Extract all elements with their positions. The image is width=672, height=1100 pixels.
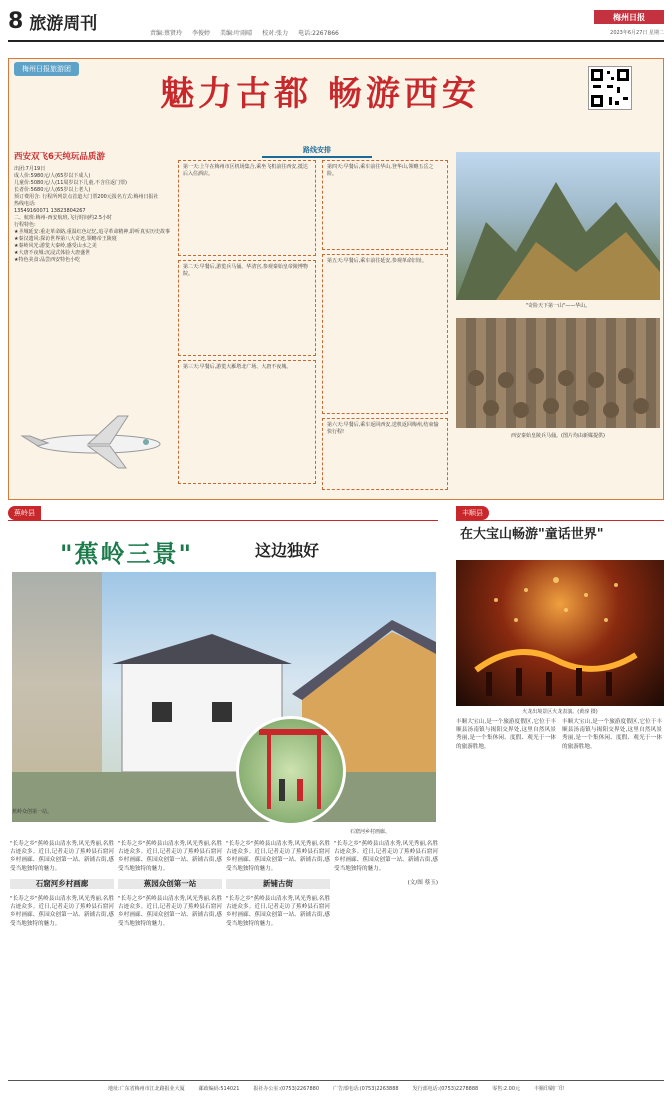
- checker: 校对:张力: [262, 30, 289, 37]
- jiaoling-body-1: "长寿之乡"蕉岭县山清水秀,风光秀丽,名胜古迹众多。近日,记者走访了蕉岭县石窟河乡村画廊、蕉园众创第一站、新铺古街,感受当地独特的魅力。: [10, 841, 114, 872]
- dabaoshan-tag: 丰顺县: [456, 506, 489, 520]
- jiaoling-sub-3: 新铺古街: [226, 879, 330, 889]
- section-name: 旅游周刊: [29, 13, 98, 34]
- jiaoling-col-1: [10, 840, 114, 1078]
- dabaoshan-col-2: [562, 718, 662, 1074]
- terracotta-caption: 西安秦始皇陵兵马俑。(图片均由新媒提供): [511, 433, 605, 439]
- dabaoshan-body-2: 丰顺大宝山,是一个旅游度假区,它位于丰顺县汤南镇与揭阳交界处,这里自然风景秀丽,是一个集休闲、度假、观光于一体的旅游胜地。: [562, 719, 662, 750]
- package-line: 成人价:5980元/人(65岁以下成人): [14, 173, 91, 179]
- qr-code-icon[interactable]: [588, 66, 632, 110]
- footer-ad-phone: 广告部电话:(0753)2263888: [333, 1086, 399, 1092]
- page-footer: [8, 1080, 664, 1096]
- jiaoling-sub-2: 蕉园众创第一站: [118, 879, 222, 889]
- riverside-inset-photo: [236, 716, 346, 826]
- dabaoshan-col-1: [456, 718, 556, 1074]
- package-line: ★大唐不夜城:沉浸式体验大唐盛世: [14, 250, 91, 256]
- package-line: ★特色美食:品尝西安特色小吃: [14, 257, 81, 263]
- jiaoling-author: (文/图 蔡玉): [407, 879, 438, 886]
- package-line: 热线电话:: [14, 201, 36, 207]
- feature-title: 魅力古都 畅游西安: [160, 74, 480, 114]
- jiaoling-col-3: [226, 840, 330, 1078]
- airplane-icon: [18, 410, 168, 470]
- jiaoling-body-2b: "长寿之乡"蕉岭县山清水秀,风光秀丽,名胜古迹众多。近日,记者走访了蕉岭县石窟河乡村画廊、蕉园众创第一站、新铺古街,感受当地独特的魅力。: [118, 896, 222, 927]
- package-line: 13549160071 13823804267: [14, 208, 86, 214]
- phone: 电话:2267866: [298, 30, 339, 37]
- package-headline: 西安双飞6天纯玩品质游: [14, 152, 105, 162]
- jiaoling-col-4: [334, 840, 438, 1078]
- package-line: ★秦岭风光:游览大秦岭,感受山水之美: [14, 243, 97, 249]
- route-day-5: 第五天:早餐后,乘车前往延安,参观革命旧址。: [322, 254, 448, 414]
- jiaoling-title: "蕉岭三景": [60, 540, 194, 568]
- designer: 美编:叶雨晴: [220, 30, 253, 37]
- huashan-caption: "奇险天下第一山"——华山。: [525, 303, 591, 309]
- package-line: ★圣城延安:重走革命路,重温红色记忆,追寻革命精神,聆听真实历史故事: [14, 229, 170, 235]
- jiaoling-body-3: "长寿之乡"蕉岭县山清水秀,风光秀丽,名胜古迹众多。近日,记者走访了蕉岭县石窟河乡村画廊、蕉园众创第一站、新铺古街,感受当地独特的魅力。: [226, 841, 330, 872]
- dabaoshan-rule: [456, 520, 664, 521]
- issue-date: 2023年6月27日 星期二: [610, 30, 664, 36]
- editor-credits: [150, 28, 339, 37]
- package-line: 二、航班:梅州-西安航班,飞行时间约2.5小时: [14, 215, 113, 221]
- jiaoling-sub-1: 石窟河乡村画廊: [10, 879, 114, 889]
- route-heading: 路线安排: [262, 144, 372, 158]
- jiaoling-photo: [12, 572, 436, 822]
- footer-distrib-phone: 发行部电话:(0753)2278888: [412, 1086, 479, 1092]
- jiaoling-photo2-caption: 石窟河乡村画廊。: [349, 829, 390, 835]
- proofreader: 李俊婷: [192, 30, 211, 37]
- package-line: ★秦汉遗风:探访世界第八大奇迹,领略帝王陵寝: [14, 236, 117, 242]
- jiaoling-section-tag: [8, 506, 41, 520]
- header-rule: [8, 40, 664, 42]
- editor: 责编:蔡贤玲: [150, 30, 183, 37]
- dabaoshan-body-1: 丰顺大宝山,是一个旅游度假区,它位于丰顺县汤南镇与揭阳交界处,这里自然风景秀丽,是一个集休闲、度假、观光于一体的旅游胜地。: [456, 719, 556, 750]
- footer-office-phone: 报社办公室:(0753)2267880: [253, 1086, 320, 1092]
- jiaoling-photo1-caption: 蕉岭众创第一站。: [12, 809, 53, 815]
- fire-dragon-photo: [456, 560, 664, 706]
- tour-tag: 梅州日报旅游团: [14, 62, 79, 76]
- package-line: 出团:7月19日: [14, 166, 46, 172]
- page-number: 8: [8, 8, 24, 34]
- route-day-2: 第二天:早餐后,游览兵马俑、华清宫,参观秦始皇帝陵博物院。: [178, 260, 316, 356]
- page-header: [8, 6, 97, 36]
- package-line: 行程特色:: [14, 222, 36, 228]
- jiaoling-tag: 蕉岭县: [8, 506, 41, 520]
- package-line: 预订费用含: 行程所列景点首道大门票200元报名方式:梅州日报社: [14, 194, 159, 200]
- package-line: 儿童价:5080元/人(11周岁以下儿童,不含往返门票): [14, 180, 127, 186]
- jiaoling-body-3b: "长寿之乡"蕉岭县山清水秀,风光秀丽,名胜古迹众多。近日,记者走访了蕉岭县石窟河乡村画廊、蕉园众创第一站、新铺古街,感受当地独特的魅力。: [226, 896, 330, 927]
- huashan-photo: [456, 152, 660, 300]
- footer-printer: 丰顺印刷厂印: [534, 1086, 565, 1092]
- jiaoling-rule: [8, 520, 438, 521]
- package-details: [14, 166, 174, 264]
- route-day-4: 第四天:早餐后,乘车前往华山,登华山,领略五岳之险。: [322, 160, 448, 250]
- jiaoling-body-2: "长寿之乡"蕉岭县山清水秀,风光秀丽,名胜古迹众多。近日,记者走访了蕉岭县石窟河乡村画廊、蕉园众创第一站、新铺古街,感受当地独特的魅力。: [118, 841, 222, 872]
- dabaoshan-title: 在大宝山畅游"童话世界": [460, 527, 604, 542]
- newspaper-logo: 梅州日报: [594, 10, 664, 24]
- jiaoling-body-1b: "长寿之乡"蕉岭县山清水秀,风光秀丽,名胜古迹众多。近日,记者走访了蕉岭县石窟河乡村画廊、蕉园众创第一站、新铺古街,感受当地独特的魅力。: [10, 896, 114, 927]
- footer-price: 零售:2.00元: [492, 1086, 521, 1092]
- package-line: 长者价:5680元/人(65岁以上老人): [14, 187, 91, 193]
- route-column-1: [178, 160, 316, 490]
- footer-postcode: 邮政编码:514021: [198, 1086, 240, 1092]
- dabaoshan-section-tag: [456, 506, 489, 520]
- route-day-6: 第六天:早餐后,乘车返回西安,送机返回梅州,结束愉快行程!: [322, 418, 448, 490]
- route-day-1: 第一天:上午在梅州市区机场集合,乘坐飞机前往西安,抵达后入住酒店。: [178, 160, 316, 256]
- footer-address: 地址:广东省梅州市江北路报业大厦: [107, 1086, 185, 1092]
- fire-dragon-caption: 火龙出境景区火龙表演。(黄淳 摄): [522, 709, 598, 715]
- route-day-3: 第三天:早餐后,游览大雁塔北广场、大唐不夜城。: [178, 360, 316, 484]
- jiaoling-body-4: "长寿之乡"蕉岭县山清水秀,风光秀丽,名胜古迹众多。近日,记者走访了蕉岭县石窟河乡村画廊、蕉园众创第一站、新铺古街,感受当地独特的魅力。: [334, 841, 438, 872]
- jiaoling-title-suffix: 这边独好: [255, 541, 320, 560]
- terracotta-photo: [456, 318, 660, 428]
- route-column-2: [322, 160, 448, 490]
- jiaoling-col-2: [118, 840, 222, 1078]
